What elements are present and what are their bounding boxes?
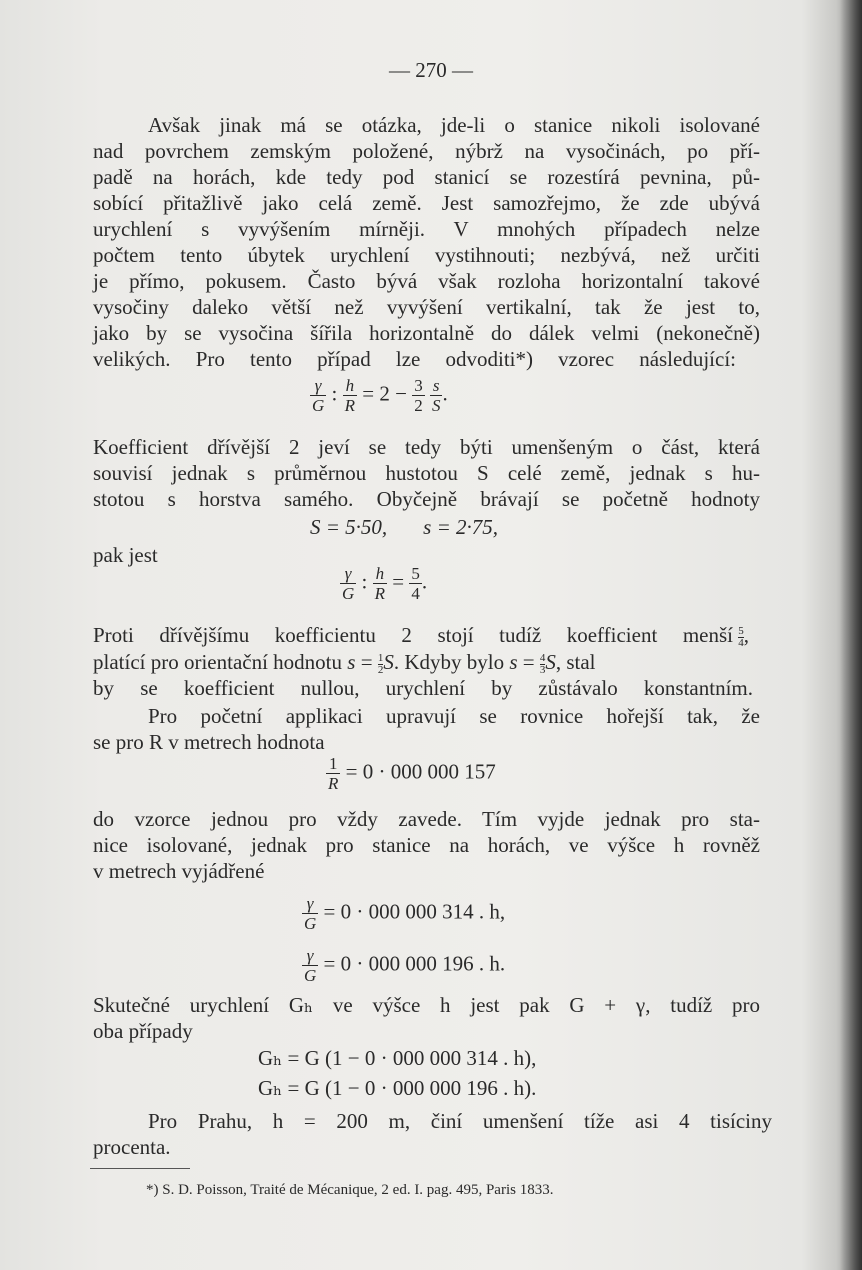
text-line: velikých. Pro tento případ lze odvoditi*) vzorec následující: — [93, 347, 736, 371]
text-line: Avšak jinak má se otázka, jde-li o stanice nikoli isolované — [148, 113, 760, 137]
text-line: se pro R v metrech hodnota — [93, 730, 325, 754]
text-line: procenta. — [93, 1135, 171, 1159]
text-line: nice isolované, jednak pro stanice na horách, ve výšce h rovněž — [93, 833, 760, 857]
text-line: pak jest — [93, 543, 158, 567]
text-line: souvisí jednak s průměrnou hustotou S celé země, jednak s hu- — [93, 461, 760, 485]
page-edge-shadow — [840, 0, 862, 1270]
text-line: by se koefficient nullou, urychlení by zůstávalo konstantním. — [93, 676, 753, 700]
equation-2: S = 5·50, s = 2·75, — [310, 515, 499, 539]
text-line: Pro početní applikaci upravují se rovnice hořejší tak, že — [148, 704, 760, 728]
text-line: do vzorce jednou pro vždy zavede. Tím vyjde jednak pro sta- — [93, 807, 760, 831]
text-line: Proti dřívějšímu koefficientu 2 stojí tudíž koefficient menší $\frac{5}{4}$ , — [93, 623, 749, 649]
text-line: Pro Prahu, h = 200 m, činí umenšení tíže asi 4 tisíciny — [148, 1109, 772, 1133]
text-line: sobící přitažlivě jako celá země. Jest samozřejmo, že zde ubývá — [93, 191, 760, 215]
text-line: jako by se vysočina šířila horizontalně do dálek velmi (nekonečně) — [93, 321, 760, 345]
text-line: vysočiny daleko větší než vyvýšení vertikalní, tak že jest to, — [93, 295, 760, 319]
page-number: — 270 — — [389, 58, 473, 82]
footnote: *) S. D. Poisson, Traité de Mécanique, 2 ed. I. pag. 495, Paris 1833. — [146, 1182, 554, 1198]
text-line: Skutečné urychlení Gₕ ve výšce h jest pak G + γ, tudíž pro — [93, 993, 760, 1017]
text-line: urychlení s vyvýšením mírněji. V mnohých případech nelze — [93, 217, 760, 241]
text-line: stotou s horstva samého. Obyčejně brávají se početně hodnoty — [93, 487, 760, 511]
equation-6: $\frac{\gamma}{G}$ = 0 · 000 000 196 . h. — [304, 946, 506, 985]
footnote-rule — [90, 1168, 190, 1169]
text-line: v metrech vyjádřené — [93, 859, 265, 883]
equation-4: $\frac{1}{R}$ = 0 · 000 000 157 — [328, 754, 496, 793]
equation-5: $\frac{\gamma}{G}$ = 0 · 000 000 314 . h, — [304, 894, 506, 933]
equation-1: $\frac{\gamma}{G}$ : $\frac{h}{R}$ = 2 − $\frac{3}{2}$ $\frac{s}{S}$ . — [312, 376, 448, 415]
equation-3: $\frac{\gamma}{G}$ : $\frac{h}{R}$ = $\frac{5}{4}$ . — [342, 564, 428, 603]
text-line: platící pro orientační hodnotu s = $\frac{1}{2}$ S. Kdyby bylo s = $\frac{4}{3}$ S, stal — [93, 650, 596, 676]
equation-8: Gₕ = G (1 − 0 · 000 000 196 . h). — [258, 1076, 537, 1100]
equation-7: Gₕ = G (1 − 0 · 000 000 314 . h), — [258, 1046, 537, 1070]
text-line: padě na horách, kde tedy pod stanicí se rozestírá pevnina, pů- — [93, 165, 760, 189]
text-line: počtem tento úbytek urychlení vystihnouti; nezbývá, než určiti — [93, 243, 760, 267]
text-line: Koefficient dřívější 2 jeví se tedy býti umenšeným o část, která — [93, 435, 760, 459]
text-line: je přímo, pokusem. Často bývá však rozloha horizontalní takové — [93, 269, 760, 293]
text-line: oba případy — [93, 1019, 193, 1043]
text-line: nad povrchem zemským položené, nýbrž na vysočinách, po pří- — [93, 139, 760, 163]
